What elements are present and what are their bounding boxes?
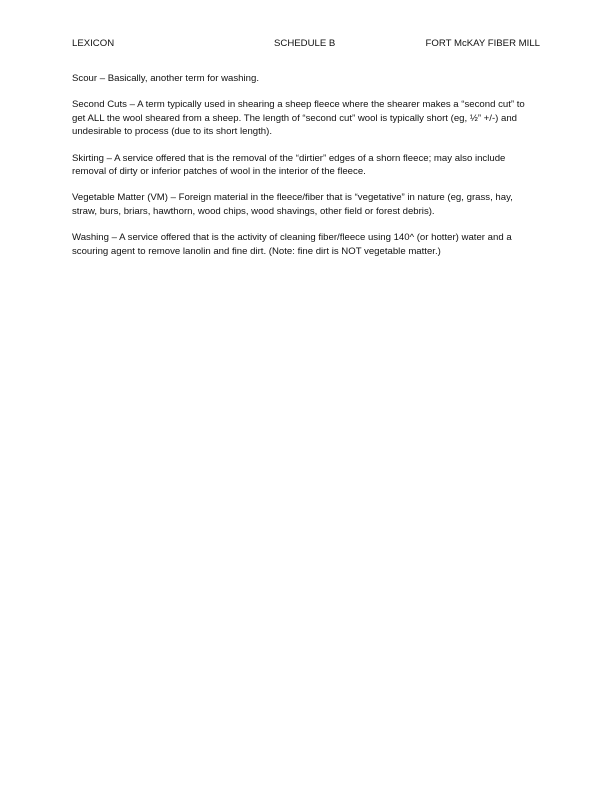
lexicon-entry-vegetable-matter: Vegetable Matter (VM) – Foreign material in the fleece/fiber that is “vegetative” in nature (eg, grass, hay, straw, burs, briars, hawthorn, wood chips, wood shavings, other field or forest debris). [72,192,513,217]
page-header [72,38,540,52]
lexicon-entry-scour: Scour – Basically, another term for washing. [72,73,259,84]
lexicon-entry-second-cuts: Second Cuts – A term typically used in shearing a sheep fleece where the shearer makes a “second cut” to get ALL the wool sheared from a sheep. The length of “second cut” wool is typically short (eg, ½” +/-) and undesirable to process (due to its short length). [72,99,525,138]
header-right-title: FORT McKAY FIBER MILL [425,38,540,49]
lexicon-body [72,72,540,271]
header-center-title: SCHEDULE B [274,38,336,49]
lexicon-entry-skirting: Skirting – A service offered that is the removal of the “dirtier” edges of a shorn fleece; may also include removal of dirty or inferior patches of wool in the interior of the fleece. [72,152,506,178]
lexicon-entry-washing: Washing – A service offered that is the activity of cleaning fiber/fleece using 140^ (or hotter) water and a scouring agent to remove lanolin and fine dirt. (Note: fine dirt is NOT vegetable matter.) [72,232,512,257]
header-left-title: LEXICON [72,38,115,49]
